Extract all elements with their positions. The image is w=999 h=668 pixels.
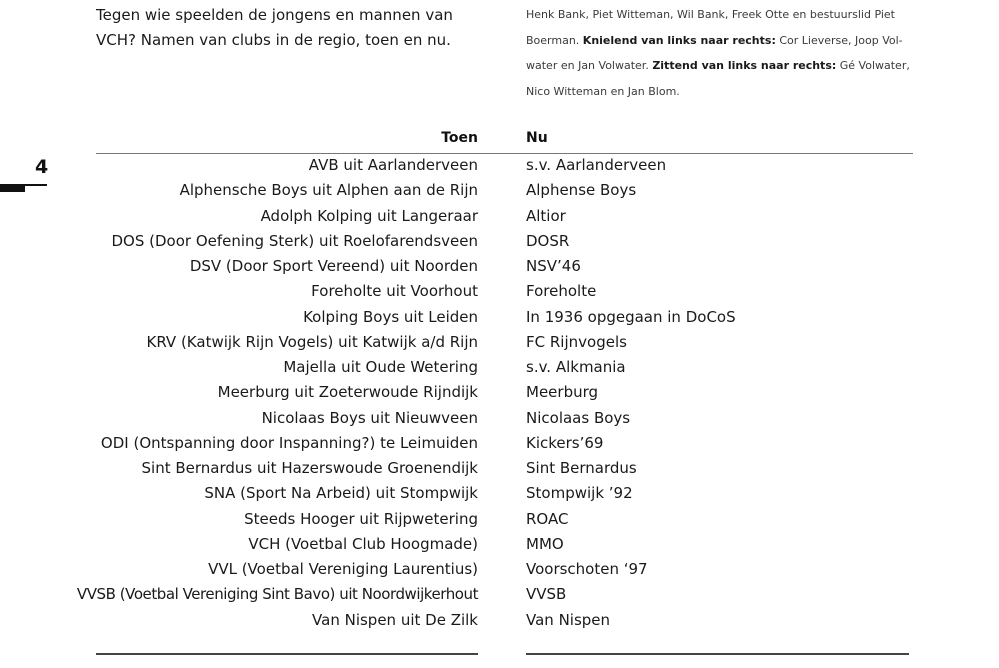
- club-now: MMO: [526, 534, 564, 553]
- club-now: DOSR: [526, 231, 570, 250]
- table-row: [0, 254, 999, 279]
- club-then: VCH (Voetbal Club Hoogmade): [248, 534, 478, 553]
- column-header-toen: Toen: [441, 130, 478, 146]
- caption-line-1: Henk Bank, Piet Witteman, Wil Bank, Freek Otte en bestuurslid Piet: [526, 8, 895, 21]
- club-table: [0, 153, 999, 633]
- club-now: Kickers’69: [526, 433, 604, 452]
- club-now: Meerburg: [526, 383, 599, 402]
- table-row: [0, 305, 999, 330]
- club-then: Sint Bernardus uit Hazerswoude Groenendijk: [141, 459, 478, 477]
- club-now: Stompwijk ’92: [526, 484, 633, 503]
- table-row: [0, 532, 999, 557]
- table-row: [0, 355, 999, 380]
- club-now: Altior: [526, 206, 566, 225]
- bottom-rule-right: [526, 653, 909, 655]
- club-then: Nicolaas Boys uit Nieuwveen: [261, 408, 478, 427]
- bottom-rule-left: [96, 653, 478, 655]
- club-now: s.v. Alkmania: [526, 358, 626, 376]
- caption-line-3-text: water en Jan Volwater.: [526, 59, 653, 72]
- club-now: NSV’46: [526, 257, 581, 275]
- club-then: KRV (Katwijk Rijn Vogels) uit Katwijk a/d Rijn: [146, 332, 478, 351]
- club-then: VVSB (Voetbal Vereniging Sint Bavo) uit Noordwijkerhout: [76, 585, 478, 604]
- club-now: Alphense Boys: [526, 181, 637, 200]
- club-then: Meerburg uit Zoeterwoude Rijndijk: [217, 383, 478, 402]
- club-now: Van Nispen: [526, 610, 611, 629]
- club-then: Kolping Boys uit Leiden: [303, 307, 478, 326]
- club-then: Van Nispen uit De Zilk: [312, 610, 478, 629]
- club-then: Adolph Kolping uit Langeraar: [260, 206, 478, 225]
- club-now: Voorschoten ‘97: [526, 560, 648, 578]
- table-row: [0, 608, 999, 633]
- table-row: [0, 507, 999, 532]
- club-now: s.v. Aarlanderveen: [526, 156, 667, 174]
- club-now: In 1936 opgegaan in DoCoS: [526, 307, 736, 326]
- club-then: Foreholte uit Voorhout: [311, 282, 478, 301]
- club-now: Foreholte: [526, 282, 597, 301]
- table-row: [0, 557, 999, 582]
- club-now: Nicolaas Boys: [526, 408, 631, 427]
- table-row: [0, 456, 999, 481]
- club-then: DSV (Door Sport Vereend) uit Noorden: [189, 257, 478, 275]
- club-then: AVB uit Aarlanderveen: [308, 156, 478, 174]
- column-header-nu: Nu: [526, 130, 548, 146]
- caption-line-2-tail: Cor Lieverse, Joop Vol-: [775, 33, 903, 47]
- club-then: SNA (Sport Na Arbeid) uit Stompwijk: [204, 484, 478, 503]
- table-row: [0, 204, 999, 229]
- club-now: VVSB: [526, 585, 567, 604]
- caption-line-2-text: Boerman.: [526, 33, 583, 47]
- intro-line-1: Tegen wie speelden de jongens en mannen van: [96, 6, 453, 24]
- club-then: ODI (Ontspanning door Inspanning?) te Leimuiden: [100, 433, 478, 452]
- table-row: [0, 229, 999, 254]
- club-then: Majella uit Oude Wetering: [283, 358, 478, 376]
- caption-line-4: Nico Witteman en Jan Blom.: [526, 84, 680, 98]
- table-row: [0, 406, 999, 431]
- club-then: DOS (Door Oefening Sterk) uit Roelofarendsveen: [111, 231, 478, 250]
- club-then: Steeds Hooger uit Rijpwetering: [244, 509, 478, 528]
- caption-line-2-bold: Knielend van links naar rechts:: [582, 33, 776, 47]
- table-row: [0, 153, 999, 178]
- club-now: FC Rijnvogels: [526, 332, 627, 351]
- caption-line-3-tail: Gé Volwater,: [836, 59, 910, 72]
- table-row: [0, 330, 999, 355]
- photo-caption: [526, 2, 926, 104]
- table-row: [0, 431, 999, 456]
- table-row: [0, 380, 999, 405]
- club-now: ROAC: [526, 509, 569, 528]
- club-now: Sint Bernardus: [526, 459, 637, 477]
- club-then: VVL (Voetbal Vereniging Laurentius): [208, 560, 478, 578]
- table-row: [0, 481, 999, 506]
- table-row: [0, 178, 999, 203]
- caption-line-3-bold: Zittend van links naar rechts:: [652, 59, 837, 72]
- intro-paragraph: [96, 3, 476, 53]
- page-number: 4: [35, 156, 49, 178]
- intro-line-2: VCH? Namen van clubs in de regio, toen en nu.: [96, 31, 451, 49]
- club-then: Alphensche Boys uit Alphen aan de Rijn: [179, 181, 478, 200]
- table-row: [0, 279, 999, 304]
- table-row: [0, 582, 999, 607]
